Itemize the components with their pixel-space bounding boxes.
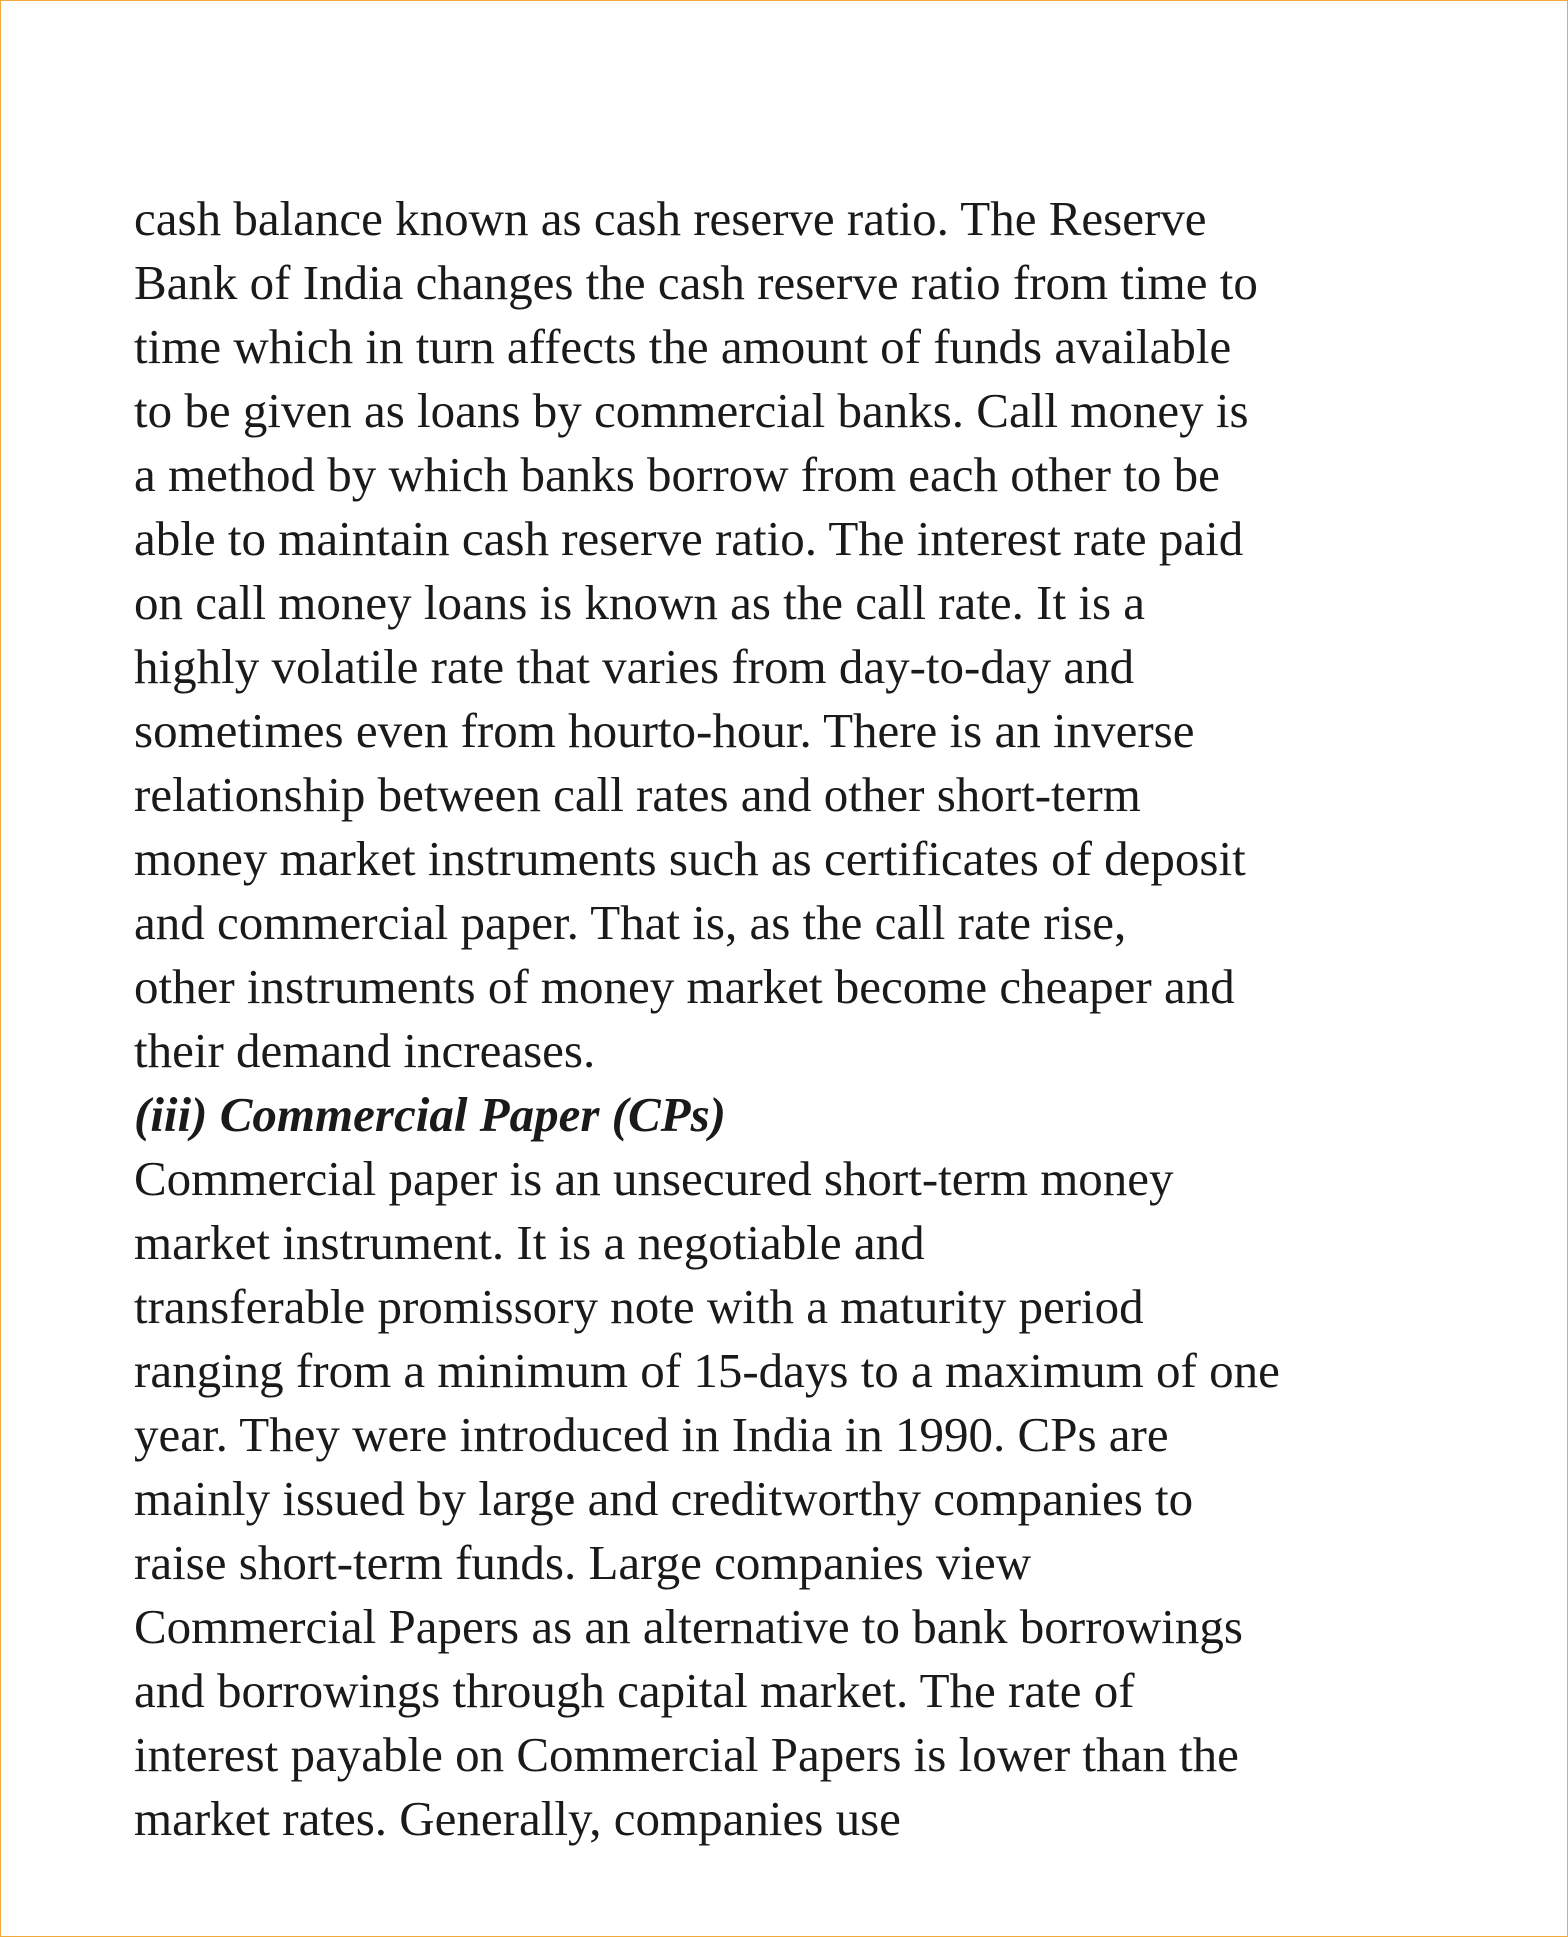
text-line: able to maintain cash reserve ratio. The interest rate paid <box>134 511 1244 566</box>
page-content <box>134 187 1474 1851</box>
text-line: highly volatile rate that varies from day-to-day and <box>134 639 1135 694</box>
text-line: and borrowings through capital market. The rate of <box>134 1663 1135 1718</box>
text-line: Bank of India changes the cash reserve ratio from time to <box>134 255 1258 310</box>
text-line: time which in turn affects the amount of funds available <box>134 319 1232 374</box>
text-line: ranging from a minimum of 15-days to a maximum of one <box>134 1343 1280 1398</box>
paragraph-commercial-paper <box>134 1147 1474 1851</box>
text-line: on call money loans is known as the call rate. It is a <box>134 575 1146 630</box>
text-line: Commercial Papers as an alternative to bank borrowings <box>134 1599 1243 1654</box>
text-line: other instruments of money market become cheaper and <box>134 959 1235 1014</box>
text-line: interest payable on Commercial Papers is lower than the <box>134 1727 1239 1782</box>
text-line: market rates. Generally, companies use <box>134 1791 901 1846</box>
text-line: transferable promissory note with a maturity period <box>134 1279 1144 1334</box>
text-line: cash balance known as cash reserve ratio. The Reserve <box>134 191 1207 246</box>
text-line: raise short-term funds. Large companies view <box>134 1535 1032 1590</box>
paragraph-cash-reserve <box>134 187 1474 1083</box>
text-line: relationship between call rates and other short-term <box>134 767 1141 822</box>
text-line: mainly issued by large and creditworthy companies to <box>134 1471 1194 1526</box>
text-line: to be given as loans by commercial banks. Call money is <box>134 383 1249 438</box>
text-line: their demand increases. <box>134 1023 596 1078</box>
text-line: and commercial paper. That is, as the call rate rise, <box>134 895 1127 950</box>
text-line: year. They were introduced in India in 1990. CPs are <box>134 1407 1169 1462</box>
section-heading: (iii) Commercial Paper (CPs) <box>134 1087 726 1142</box>
text-line: money market instruments such as certificates of deposit <box>134 831 1246 886</box>
text-line: a method by which banks borrow from each other to be <box>134 447 1220 502</box>
text-line: market instrument. It is a negotiable and <box>134 1215 925 1270</box>
text-line: sometimes even from hourto-hour. There is an inverse <box>134 703 1195 758</box>
text-line: Commercial paper is an unsecured short-term money <box>134 1151 1174 1206</box>
